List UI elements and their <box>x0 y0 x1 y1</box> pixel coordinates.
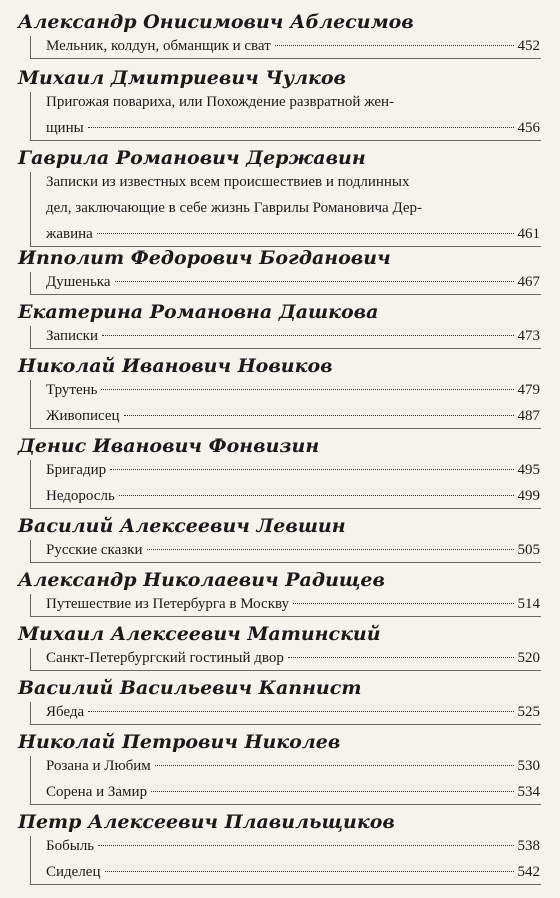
page-number: 487 <box>517 408 540 424</box>
work-title: Сиделец <box>46 864 101 880</box>
work-title: Живописец <box>46 408 120 424</box>
entry-bracket <box>30 756 541 805</box>
page-number: 505 <box>517 542 540 558</box>
entry-bracket <box>30 172 541 247</box>
author-name: Денис Иванович Фонвизин <box>18 435 320 457</box>
entry-bracket <box>30 460 541 509</box>
work-title: Сорена и Замир <box>46 784 148 800</box>
work-title: Трутень <box>46 382 98 398</box>
entry-bracket <box>30 36 541 59</box>
page-number: 452 <box>517 38 540 54</box>
page-number: 499 <box>517 488 540 504</box>
page-number: 525 <box>517 704 540 720</box>
work-title: жавина <box>46 226 93 242</box>
entry-bracket <box>30 836 541 885</box>
work-title: Недоросль <box>46 488 115 504</box>
page-number: 473 <box>517 328 540 344</box>
entry-bracket <box>30 272 541 295</box>
work-title: Ябеда <box>46 704 85 720</box>
work-title: Путешествие из Петербурга в Москву <box>46 596 290 612</box>
work-title: Мельник, колдун, обманщик и сват <box>46 38 271 54</box>
work-title-line: дел, заключающие в себе жизнь Гаврилы Романовича Дер- <box>46 200 423 216</box>
author-name: Ипполит Федорович Богданович <box>18 247 391 269</box>
work-title-line: Пригожая повариха, или Похождение развратной жен- <box>46 94 395 110</box>
page-number: 520 <box>517 650 540 666</box>
work-title: щины <box>46 120 84 136</box>
work-title: Санкт-Петербургский гостиный двор <box>46 650 284 666</box>
entry-bracket <box>30 380 541 429</box>
page-number: 514 <box>517 596 540 612</box>
author-name: Михаил Алексеевич Матинский <box>18 623 381 645</box>
entry-bracket <box>30 702 541 725</box>
author-name: Екатерина Романовна Дашкова <box>18 301 379 323</box>
page-number: 534 <box>517 784 540 800</box>
author-name: Николай Петрович Николев <box>18 731 341 753</box>
page-number: 495 <box>517 462 540 478</box>
entry-bracket <box>30 594 541 617</box>
author-name: Василий Алексеевич Левшин <box>18 515 346 537</box>
work-title: Записки <box>46 328 99 344</box>
author-name: Петр Алексеевич Плавильщиков <box>18 811 395 833</box>
author-name: Николай Иванович Новиков <box>18 355 333 377</box>
entry-bracket <box>30 326 541 349</box>
work-title: Душенька <box>46 274 111 290</box>
page-number: 530 <box>517 758 540 774</box>
work-title: Розана и Любим <box>46 758 151 774</box>
page-number: 542 <box>517 864 540 880</box>
page-number: 538 <box>517 838 540 854</box>
page-number: 461 <box>517 226 540 242</box>
page-number: 467 <box>517 274 540 290</box>
author-name: Михаил Дмитриевич Чулков <box>18 67 347 89</box>
page-number: 456 <box>517 120 540 136</box>
work-title: Русские сказки <box>46 542 143 558</box>
author-name: Александр Николаевич Радищев <box>18 569 386 591</box>
work-title: Бригадир <box>46 462 107 478</box>
author-name: Гаврила Романович Державин <box>18 147 366 169</box>
work-title-line: Записки из известных всем происшествиев и подлинных <box>46 174 410 190</box>
work-title: Бобыль <box>46 838 95 854</box>
page-number: 479 <box>517 382 540 398</box>
entry-bracket <box>30 540 541 563</box>
entry-bracket <box>30 648 541 671</box>
author-name: Александр Онисимович Аблесимов <box>18 11 414 33</box>
author-name: Василий Васильевич Капнист <box>18 677 362 699</box>
entry-bracket <box>30 92 541 141</box>
